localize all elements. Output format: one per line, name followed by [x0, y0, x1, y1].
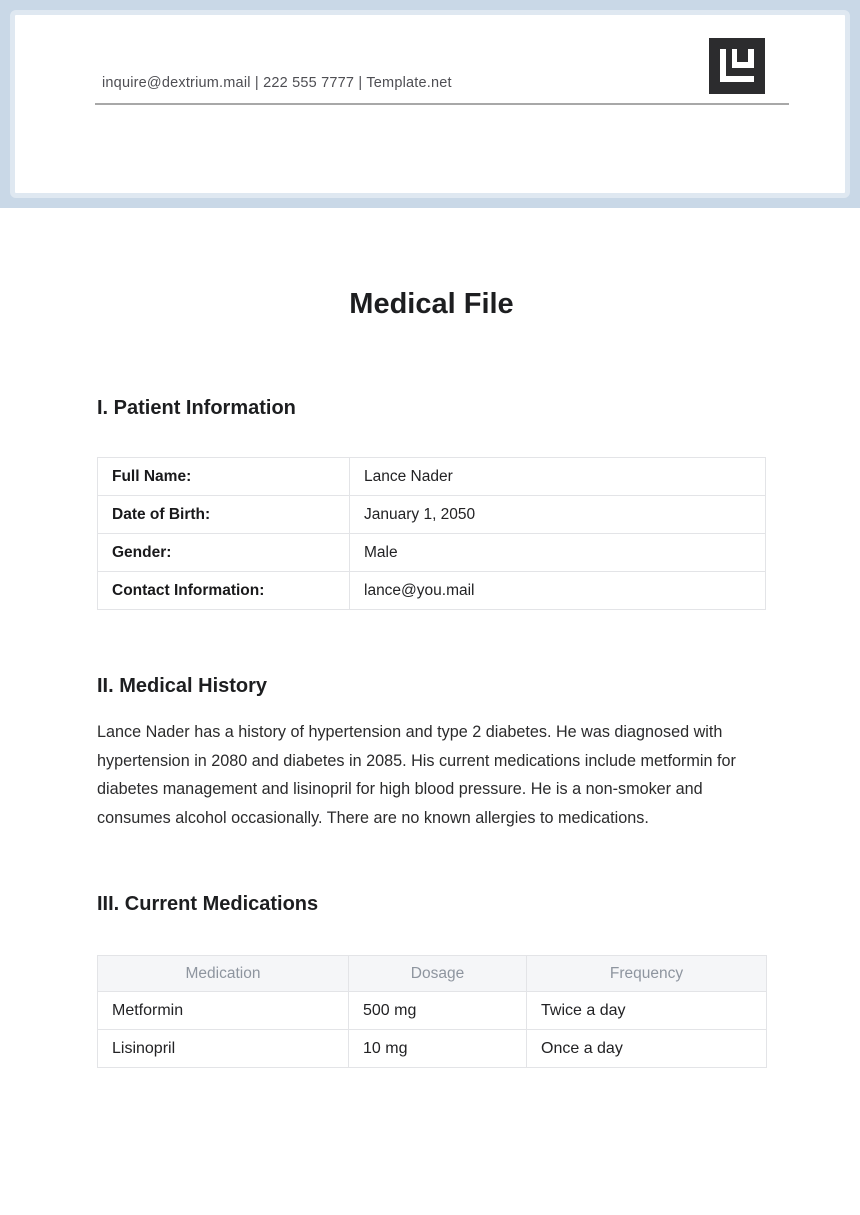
table-header-row	[98, 956, 767, 992]
medical-history-paragraph: Lance Nader has a history of hypertension and type 2 diabetes. He was diagnosed with hypertension in 2080 and diabetes in 2085. His current medications include metformin for diabetes management and lisinopril for high blood pressure. He is a non-smoker and consumes alcohol occasionally. There are no known allergies to medications.	[97, 723, 736, 827]
table-row	[98, 496, 766, 534]
cell-dosage: 10 mg	[349, 1030, 527, 1068]
table-row	[98, 572, 766, 610]
medications-table	[97, 955, 767, 1068]
cell-frequency: Twice a day	[527, 992, 767, 1030]
table-row	[98, 534, 766, 572]
cell-medication: Metformin	[98, 992, 349, 1030]
column-header-medication: Medication	[98, 956, 349, 992]
table-row	[98, 1030, 767, 1068]
contact-line: inquire@dextrium.mail | 222 555 7777 | Template.net	[102, 75, 452, 91]
field-value-date-of-birth: January 1, 2050	[350, 496, 766, 534]
field-value-full-name: Lance Nader	[350, 458, 766, 496]
field-label-date-of-birth: Date of Birth:	[98, 496, 350, 534]
page-top-frame	[0, 0, 860, 208]
field-label-full-name: Full Name:	[98, 458, 350, 496]
section-heading-patient-information: I. Patient Information	[97, 397, 296, 419]
lu-logo-icon	[709, 38, 765, 94]
patient-info-table	[97, 457, 766, 610]
table-row	[98, 458, 766, 496]
field-value-gender: Male	[350, 534, 766, 572]
field-label-gender: Gender:	[98, 534, 350, 572]
column-header-dosage: Dosage	[349, 956, 527, 992]
table-row	[98, 992, 767, 1030]
cell-medication: Lisinopril	[98, 1030, 349, 1068]
cell-frequency: Once a day	[527, 1030, 767, 1068]
page-title: Medical File	[349, 288, 514, 320]
cell-dosage: 500 mg	[349, 992, 527, 1030]
field-label-contact-information: Contact Information:	[98, 572, 350, 610]
column-header-frequency: Frequency	[527, 956, 767, 992]
header-card	[10, 10, 850, 198]
document-body	[0, 208, 860, 1068]
header-divider	[95, 103, 789, 105]
section-heading-current-medications: III. Current Medications	[97, 893, 319, 915]
section-heading-medical-history: II. Medical History	[97, 675, 268, 697]
field-value-contact-information: lance@you.mail	[350, 572, 766, 610]
